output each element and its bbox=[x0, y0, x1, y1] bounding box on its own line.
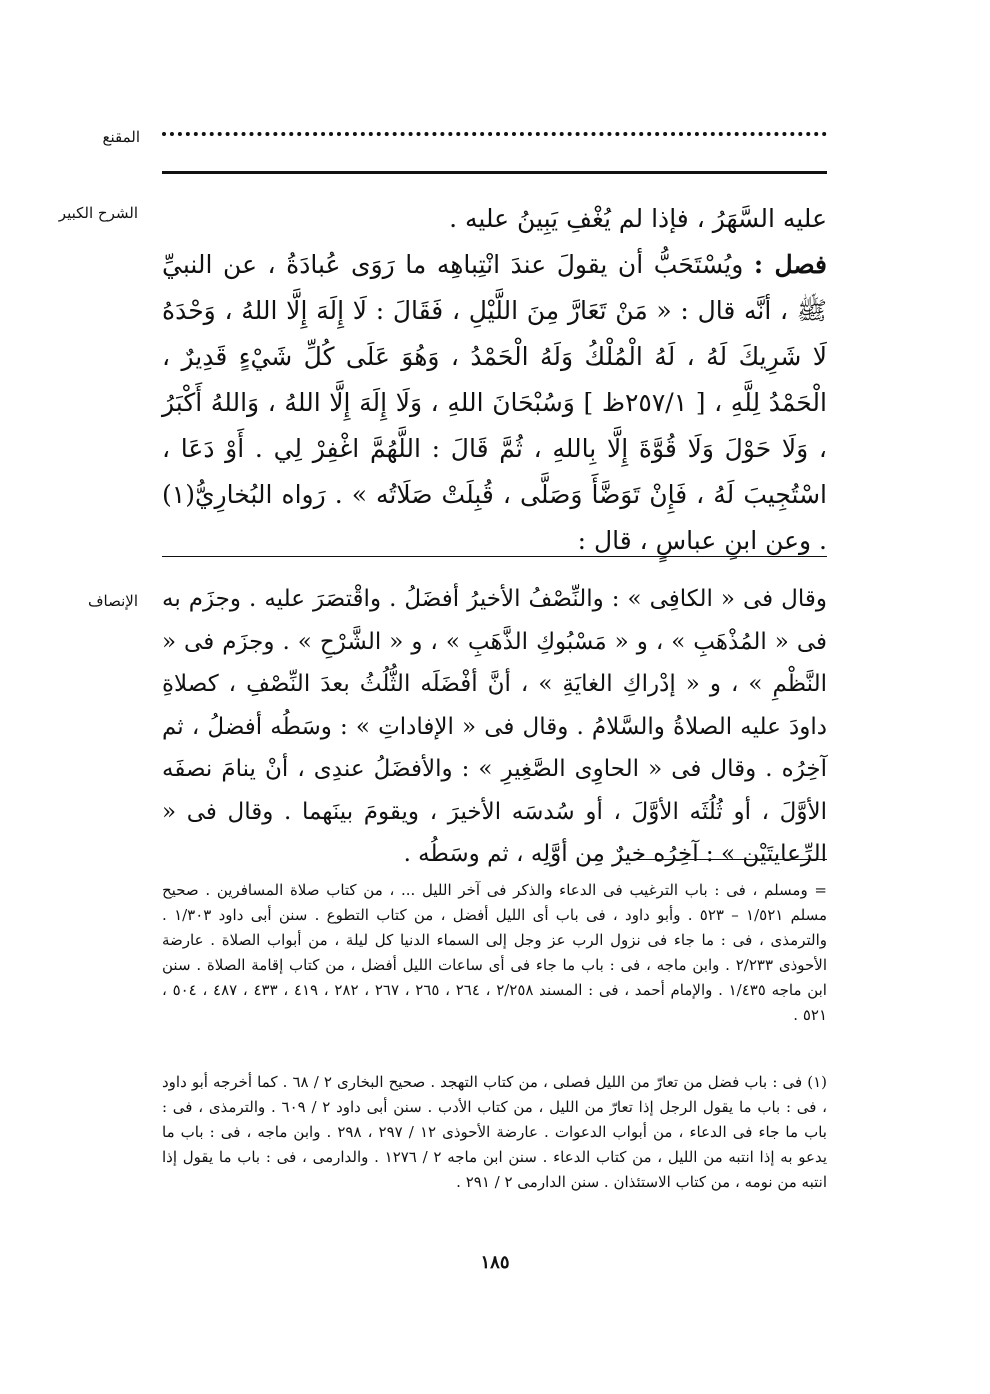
book-title: المقنع bbox=[102, 128, 140, 146]
page-number: ١٨٥ bbox=[480, 1252, 510, 1273]
continuation-line: عليه السَّهَرُ ، فإذا لم يُغْفِ يَبِينُ عليه . bbox=[449, 204, 827, 233]
header-dotted-rule bbox=[162, 132, 827, 136]
footnote-continuation-text: = ومسلم ، فى : باب الترغيب فى الدعاء والذكر فى آخر الليل ... ، من كتاب صلاة المسافرين . صحيح مسلم ١/٥٢١ – ٥٢٣ . وأبو داود ، فى باب أى الليل أفضل ، من كتاب التطوع . سنن أبى داود ١/٣٠٣ . والترمذى ، فى : ما جاء فى نزول الرب عز وجل إلى السماء الدنيا كل ليلة ، من أبواب الصلاة . عارضة الأحوذى ٢/٢٣٣ . وابن ماجه ، فى : باب ما جاء فى أى ساعات الليل أفضل ، من كتاب إقامة الصلاة . سنن ابن ماجه ١/٤٣٥ . والإمام أحمد ، فى : المسند ٢/٢٥٨ ، ٢٦٤ ، ٢٦٥ ، ٢٦٧ ، ٢٨٢ ، ٤١٩ ، ٤٣٣ ، ٤٨٧ ، ٥٠٤ ، ٥٢١ . bbox=[162, 881, 828, 1024]
side-label-sharh: الشرح الكبير bbox=[58, 204, 138, 222]
header-rule bbox=[162, 171, 827, 174]
insaf-text: وقال فى « الكافِى » : والنِّصْفُ الأخيرُ أفضَلُ . واقْتصَرَ عليه . وجزَم به فى « المُذْهَبِ » ، و « مَسْبُوكِ الذَّهَبِ » ، و « الشَّرْحِ » . وجزَم فى « النَّظْمِ » ، و « إدْراكِ الغايَةِ » ، أنَّ أفْضَلَه الثُّلُثُ بعدَ النِّصْفِ ، كصلاةِ داودَ عليه الصلاةُ والسَّلامُ . وقال فى « الإفاداتِ » : وسَطُه أفضلُ ، ثم آخِرُه . وقال فى « الحاوِى الصَّغِيرِ » : والأفضَلُ عندِى ، أنْ ينامَ نصفَه الأوَّلَ ، أو ثُلُثَه الأوَّلَ ، أو سُدسَه الأخيرَ ، ويقومَ بينَهما . وقال فى « الرِّعايتَيْن » : آخِرُه خيرٌ مِن أوَّلِه ، ثم وسَطُه . bbox=[162, 586, 827, 867]
footnote-1 bbox=[162, 1070, 827, 1195]
fasl-lead: فصل : bbox=[753, 250, 828, 279]
side-label-insaf: الإنصاف bbox=[87, 592, 138, 610]
main-text bbox=[162, 196, 827, 572]
footnote-continuation bbox=[162, 878, 827, 1028]
section-divider bbox=[162, 556, 827, 557]
footnote-1-text: (١) فى : باب فضل من تعارّ من الليل فصلى ، من كتاب التهجد . صحيح البخارى ٢ / ٦٨ . كما أخرجه أبو داود ، فى : باب ما يقول الرجل إذا تعارّ من الليل ، من كتاب الأدب . سنن أبى داود ٢ / ٦٠٩ . والترمذى ، فى : باب ما جاء فى الدعاء ، من أبواب الدعوات . عارضة الأحوذى ١٢ / ٢٩٧ ، ٢٩٨ . وابن ماجه ، فى : باب ما يدعو به إذا انتبه من الليل ، من كتاب الدعاء . سنن ابن ماجه ٢ / ١٢٧٦ . والدارمى ، فى : باب ما يقول إذا انتبه من نومه ، من كتاب الاستئذان . سنن الدارمى ٢ / ٢٩١ . bbox=[162, 1073, 828, 1191]
fasl-body: ويُسْتَحَبُّ أن يقولَ عندَ انْتِباهِه ما رَوَى عُبادَةُ ، عن النبيِّ ﷺ ، أنَّه قال : « مَنْ تَعَارَّ مِنَ اللَّيْلِ ، فَقَالَ : لَا إِلَهَ إِلَّا اللهُ ، وَحْدَهُ لَا شَرِيكَ لَهُ ، لَهُ الْمُلْكُ وَلَهُ الْحَمْدُ ، وَهُوَ عَلَى كُلِّ شَيْءٍ قَدِيرٌ ، الْحَمْدُ لِلَّهِ ، [ ٢٥٧/١ظ ] وَسُبْحَانَ اللهِ ، وَلَا إِلَهَ إِلَّا اللهُ ، وَاللهُ أَكْبَرُ ، وَلَا حَوْلَ وَلَا قُوَّةَ إِلَّا بِاللهِ ، ثُمَّ قَالَ : اللَّهُمَّ اغْفِرْ لِي . أَوْ دَعَا ، اسْتُجِيبَ لَهُ ، فَإِنْ تَوَضَّأَ وَصَلَّى ، قُبِلَتْ صَلَاتُه » . رَواه البُخارِيُّ(١) . وعن ابنِ عباسٍ ، قال : bbox=[162, 250, 827, 555]
fasl-paragraph bbox=[162, 242, 827, 564]
footnote-rule bbox=[622, 859, 827, 860]
